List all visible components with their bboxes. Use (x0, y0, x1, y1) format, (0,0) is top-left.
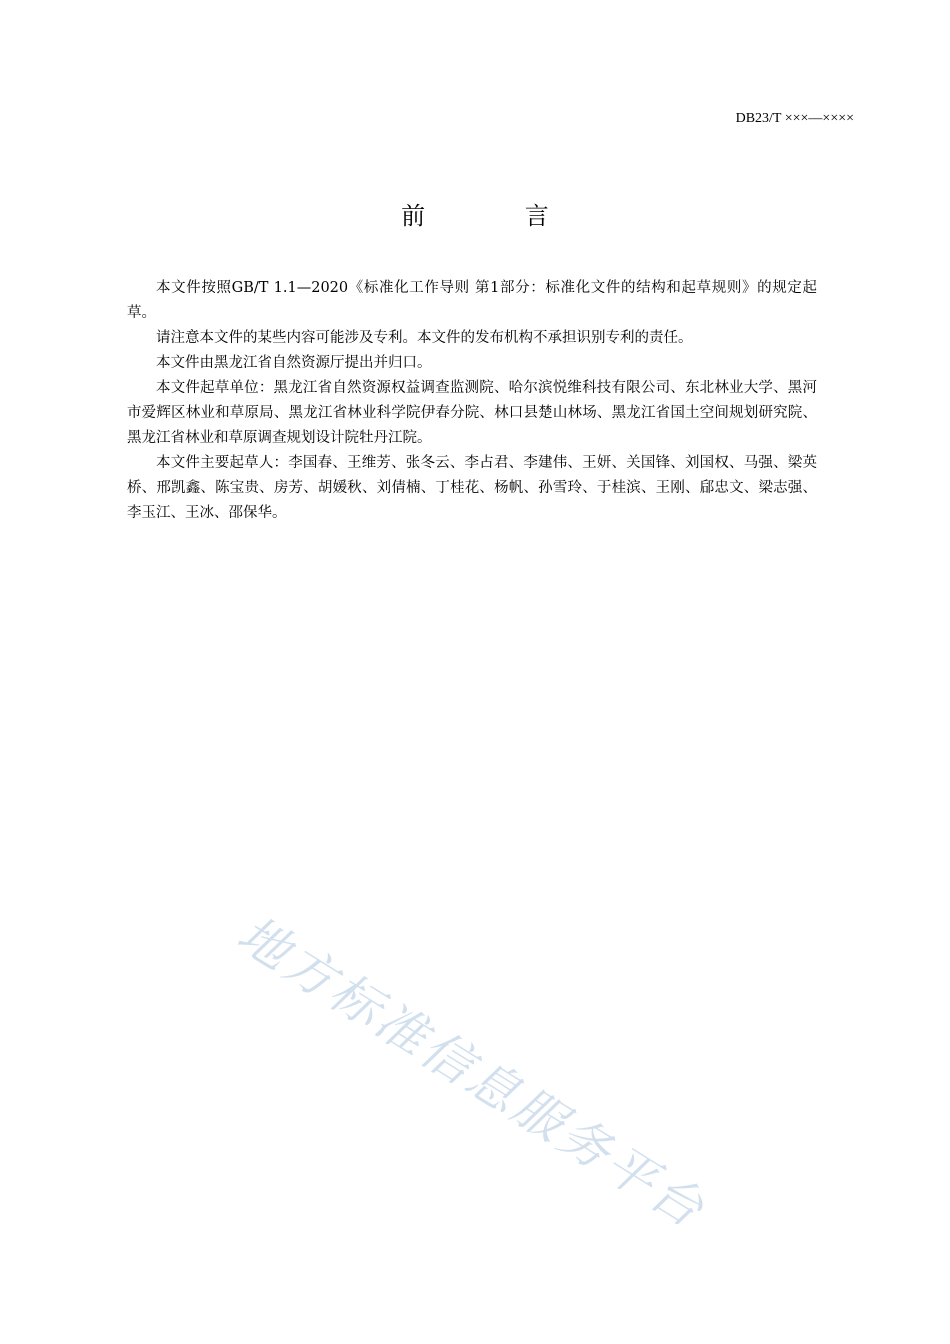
document-number: DB23/T ×××—×××× (735, 111, 854, 126)
paragraph-drafting-rules: 本文件按照GB/T 1.1—2020《标准化工作导则 第1部分：标准化文件的结构和起草规则》的规定起草。 (127, 280, 817, 321)
paragraph-patent-notice: 请注意本文件的某些内容可能涉及专利。本文件的发布机构不承担识别专利的责任。 (156, 330, 693, 346)
paragraph-drafters: 本文件主要起草人：李国春、王维芳、张冬云、李占君、李建伟、王妍、关国锋、刘国权、马强、梁英桥、邢凯鑫、陈宝贵、房芳、胡媛秋、刘倩楠、丁桂花、杨帆、孙雪玲、于桂滨、王刚、郈忠文、梁志强、李玉江、王冰、邵保华。 (127, 455, 817, 521)
paragraph-proposer: 本文件由黑龙江省自然资源厅提出并归口。 (156, 355, 432, 371)
watermark: 地方标准信息服务平台 (227, 904, 717, 1241)
paragraph-drafting-units: 本文件起草单位：黑龙江省自然资源权益调查监测院、哈尔滨悦维科技有限公司、东北林业大学、黑河市爱辉区林业和草原局、黑龙江省林业科学院伊春分院、林口县楚山林场、黑龙江省国土空间规划研究院、黑龙江省林业和草原调查规划设计院牡丹江院。 (127, 380, 817, 446)
foreword-body (127, 276, 817, 526)
page-title: 前 言 (401, 202, 595, 230)
